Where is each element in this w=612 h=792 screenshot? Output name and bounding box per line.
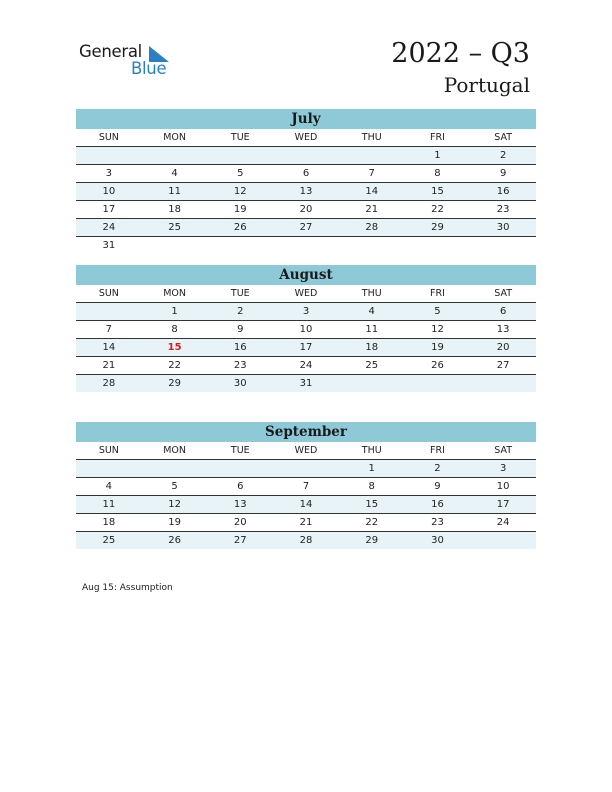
page-title: 2022 – Q3 xyxy=(391,38,530,69)
week-row xyxy=(76,496,536,514)
month-title: July xyxy=(76,109,536,129)
day-cell: 13 xyxy=(233,499,247,510)
weekday-label: FRI xyxy=(430,288,445,299)
day-cell: 12 xyxy=(168,499,181,510)
day-cell: 29 xyxy=(365,535,379,546)
day-cell: 26 xyxy=(168,535,181,546)
day-cell xyxy=(207,147,273,164)
weekday-label: SUN xyxy=(98,445,119,456)
day-cell: 16 xyxy=(496,186,510,197)
day-cell: 12 xyxy=(233,186,247,197)
day-cell: 6 xyxy=(499,306,507,317)
logo-text-blue: Blue xyxy=(131,59,167,78)
month-calendar-september xyxy=(76,422,536,549)
day-cell xyxy=(207,460,273,477)
day-cell: 19 xyxy=(431,342,444,353)
weekday-label: TUE xyxy=(230,288,250,299)
week-row xyxy=(76,375,536,392)
day-cell xyxy=(339,147,405,164)
day-cell: 26 xyxy=(233,222,247,233)
day-cell: 19 xyxy=(233,204,247,215)
day-cell xyxy=(142,147,208,164)
day-cell: 16 xyxy=(233,342,247,353)
day-cell: 14 xyxy=(102,342,116,353)
day-cell xyxy=(207,237,273,254)
day-cell: 27 xyxy=(233,535,247,546)
week-row xyxy=(76,183,536,201)
day-cell: 27 xyxy=(299,222,313,233)
weekday-label: SUN xyxy=(98,288,119,299)
day-cell: 9 xyxy=(434,481,441,492)
day-cell: 15 xyxy=(365,499,379,510)
day-cell: 15 xyxy=(167,342,182,353)
day-cell: 8 xyxy=(368,481,375,492)
day-cell: 20 xyxy=(299,204,313,215)
day-cell: 16 xyxy=(431,499,444,510)
country-name: Portugal xyxy=(443,73,530,97)
day-cell: 28 xyxy=(365,222,379,233)
week-row xyxy=(76,357,536,375)
day-cell: 3 xyxy=(302,306,310,317)
day-cell: 6 xyxy=(302,168,310,179)
weekday-label: FRI xyxy=(430,445,445,456)
month-title: September xyxy=(76,422,536,442)
day-cell xyxy=(273,237,339,254)
weekday-label: WED xyxy=(294,288,318,299)
day-cell: 22 xyxy=(168,360,181,371)
day-cell: 24 xyxy=(299,360,313,371)
day-cell xyxy=(405,237,471,254)
day-cell: 17 xyxy=(299,342,313,353)
day-cell xyxy=(76,460,142,477)
day-cell: 3 xyxy=(105,168,113,179)
day-cell: 13 xyxy=(299,186,313,197)
day-cell: 30 xyxy=(431,535,444,546)
day-cell: 30 xyxy=(496,222,510,233)
day-cell: 4 xyxy=(105,481,113,492)
week-row xyxy=(76,147,536,165)
week-row xyxy=(76,514,536,532)
day-cell: 21 xyxy=(299,517,313,528)
weekday-label: SAT xyxy=(494,288,513,299)
day-cell: 1 xyxy=(368,463,375,474)
weekday-label: WED xyxy=(294,445,318,456)
weekday-header-row xyxy=(76,285,536,303)
weekday-label: MON xyxy=(163,288,186,299)
day-cell: 9 xyxy=(499,168,507,179)
day-cell: 6 xyxy=(237,481,244,492)
day-cell: 29 xyxy=(168,378,181,389)
weeks-container xyxy=(76,147,536,254)
weekday-header-row xyxy=(76,442,536,460)
day-cell: 26 xyxy=(431,360,444,371)
weekday-label: SAT xyxy=(494,132,513,143)
logo-text-general: General xyxy=(79,42,142,61)
day-cell xyxy=(142,237,208,254)
day-cell: 3 xyxy=(499,463,507,474)
day-cell: 4 xyxy=(171,168,178,179)
day-cell: 22 xyxy=(431,204,444,215)
day-cell xyxy=(470,237,536,254)
day-cell: 9 xyxy=(237,324,244,335)
day-cell: 18 xyxy=(102,517,116,528)
month-title: August xyxy=(76,265,536,285)
day-cell: 11 xyxy=(168,186,181,197)
day-cell: 21 xyxy=(102,360,116,371)
week-row xyxy=(76,201,536,219)
day-cell: 31 xyxy=(102,240,116,251)
day-cell: 10 xyxy=(299,324,313,335)
weekday-label: THU xyxy=(361,288,382,299)
day-cell: 2 xyxy=(237,306,244,317)
day-cell: 7 xyxy=(302,481,310,492)
day-cell: 11 xyxy=(365,324,379,335)
week-row xyxy=(76,237,536,254)
day-cell: 19 xyxy=(168,517,181,528)
week-row xyxy=(76,339,536,357)
day-cell: 22 xyxy=(365,517,379,528)
day-cell xyxy=(339,237,405,254)
day-cell xyxy=(339,375,405,392)
day-cell: 5 xyxy=(434,306,441,317)
day-cell: 13 xyxy=(496,324,510,335)
holiday-note: Aug 15: Assumption xyxy=(82,583,173,593)
day-cell: 11 xyxy=(102,499,116,510)
weekday-label: FRI xyxy=(430,132,445,143)
day-cell: 8 xyxy=(434,168,441,179)
day-cell: 27 xyxy=(496,360,510,371)
day-cell xyxy=(142,460,208,477)
day-cell xyxy=(76,147,142,164)
day-cell: 14 xyxy=(365,186,379,197)
day-cell: 5 xyxy=(171,481,178,492)
day-cell: 2 xyxy=(434,463,441,474)
day-cell: 29 xyxy=(431,222,444,233)
day-cell: 18 xyxy=(365,342,379,353)
weekday-label: MON xyxy=(163,445,186,456)
weekday-label: THU xyxy=(361,132,382,143)
day-cell: 25 xyxy=(365,360,379,371)
week-row xyxy=(76,165,536,183)
weeks-container xyxy=(76,460,536,549)
day-cell: 5 xyxy=(237,168,244,179)
day-cell: 25 xyxy=(168,222,181,233)
day-cell: 23 xyxy=(431,517,444,528)
weekday-label: SAT xyxy=(494,445,513,456)
day-cell xyxy=(273,460,339,477)
weekday-label: WED xyxy=(294,132,318,143)
day-cell: 7 xyxy=(105,324,113,335)
day-cell: 7 xyxy=(368,168,375,179)
week-row xyxy=(76,321,536,339)
day-cell: 10 xyxy=(102,186,116,197)
week-row xyxy=(76,303,536,321)
weeks-container xyxy=(76,303,536,392)
day-cell: 17 xyxy=(102,204,116,215)
day-cell: 25 xyxy=(102,535,116,546)
week-row xyxy=(76,532,536,549)
day-cell: 2 xyxy=(499,150,507,161)
day-cell: 24 xyxy=(102,222,116,233)
day-cell xyxy=(273,147,339,164)
month-calendar-july xyxy=(76,109,536,254)
weekday-header-row xyxy=(76,129,536,147)
month-calendar-august xyxy=(76,265,536,392)
day-cell xyxy=(470,375,536,392)
weekday-label: MON xyxy=(163,132,186,143)
weekday-label: TUE xyxy=(230,132,250,143)
day-cell: 28 xyxy=(102,378,116,389)
day-cell: 28 xyxy=(299,535,313,546)
day-cell: 18 xyxy=(168,204,181,215)
day-cell: 30 xyxy=(233,378,247,389)
day-cell: 15 xyxy=(431,186,444,197)
day-cell: 8 xyxy=(171,324,178,335)
day-cell: 23 xyxy=(496,204,510,215)
weekday-label: SUN xyxy=(98,132,119,143)
day-cell: 4 xyxy=(368,306,375,317)
day-cell: 20 xyxy=(233,517,247,528)
week-row xyxy=(76,478,536,496)
day-cell: 17 xyxy=(496,499,510,510)
brand-logo xyxy=(79,42,179,78)
day-cell xyxy=(405,375,471,392)
day-cell: 24 xyxy=(496,517,510,528)
day-cell: 10 xyxy=(496,481,510,492)
weekday-label: THU xyxy=(361,445,382,456)
day-cell: 1 xyxy=(171,306,178,317)
week-row xyxy=(76,219,536,237)
week-row xyxy=(76,460,536,478)
day-cell: 14 xyxy=(299,499,313,510)
day-cell: 21 xyxy=(365,204,379,215)
weekday-label: TUE xyxy=(230,445,250,456)
day-cell xyxy=(470,532,536,549)
day-cell: 31 xyxy=(299,378,313,389)
day-cell: 12 xyxy=(431,324,444,335)
day-cell: 23 xyxy=(233,360,247,371)
day-cell xyxy=(76,303,142,320)
day-cell: 1 xyxy=(434,150,441,161)
day-cell: 20 xyxy=(496,342,510,353)
